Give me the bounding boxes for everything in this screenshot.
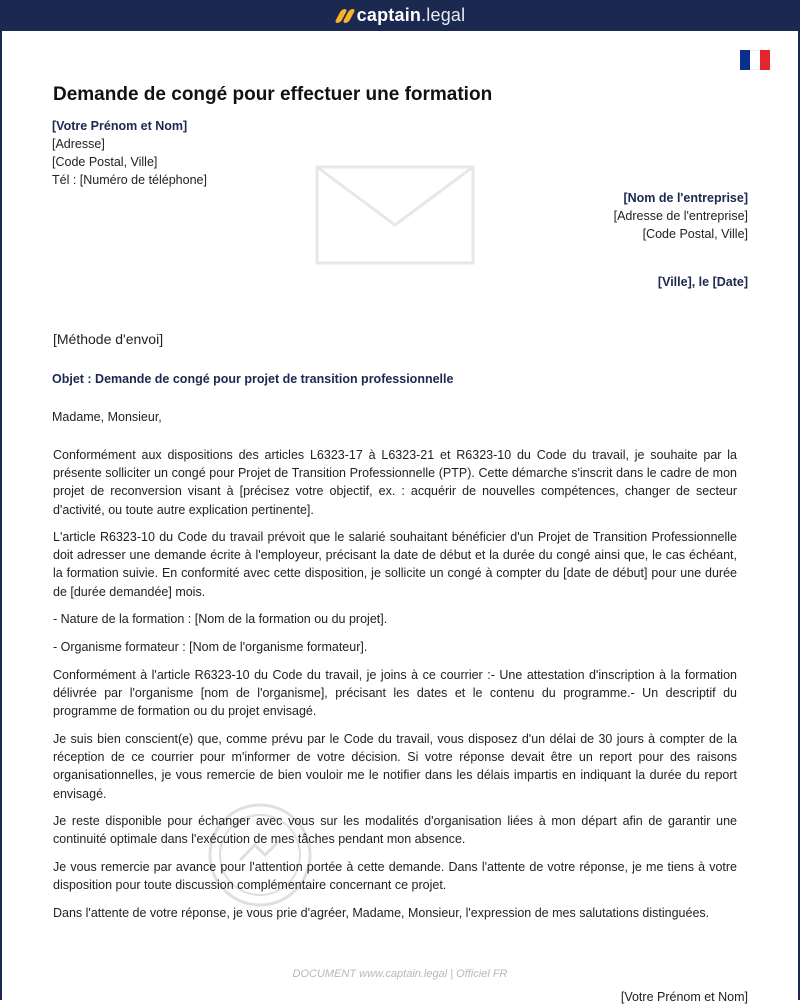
sender-city: [Code Postal, Ville]: [52, 155, 158, 169]
logo-brand: captain: [356, 5, 422, 25]
document-title: Demande de congé pour effectuer une formation: [53, 84, 493, 105]
logo-text: [357, 5, 466, 26]
document-footer: DOCUMENT www.captain.legal | Officiel FR: [292, 968, 508, 980]
recipient-city: [Code Postal, Ville]: [642, 227, 748, 241]
french-flag-icon[interactable]: [740, 50, 770, 70]
page-frame-left: [0, 31, 2, 1000]
paragraph-closing: Dans l'attente de votre réponse, je vous prie d'agréer, Madame, Monsieur, l'expression de mes salutations distinguées.: [53, 906, 710, 920]
flag-stripe-red: [760, 50, 770, 70]
seal-watermark-icon: [205, 800, 315, 910]
captain-legal-logo[interactable]: [0, 0, 800, 31]
logo-domain: .legal: [421, 5, 466, 25]
signature-name: [Votre Prénom et Nom]: [620, 990, 748, 1004]
flag-stripe-white: [750, 50, 760, 70]
paragraph-training-nature: - Nature de la formation : [Nom de la formation ou du projet].: [53, 612, 388, 626]
paragraph-attachments: Conformément à l'article R6323-10 du Code du travail, je joins à ce courrier :- Une attestation d'inscription à la formation délivrée par l'organisme [nom de l'organisme], précisant les dates et le contenu du programme.- Un descriptif du programme de formation ou du projet envisagé.: [53, 668, 737, 719]
paragraph-thanks: Je vous remercie par avance pour l'attention portée à cette demande. Dans l'attente de votre réponse, je me tiens à votre disposition pour toute discussion complémentaire concernant ce projet.: [53, 860, 737, 893]
sender-phone: Tél : [Numéro de téléphone]: [52, 173, 207, 187]
paragraph-response-delay: Je suis bien conscient(e) que, comme prévu par le Code du travail, vous disposez d'un délai de 30 jours à compter de la réception de ce courrier pour m'informer de votre décision. Si votre réponse devait être un report pour des raisons organisationnelles, je vous remercie de bien vouloir me le notifier dans les délais impartis en indiquant la durée du report envisagé.: [53, 732, 737, 801]
sending-method: [Méthode d'envoi]: [53, 331, 164, 347]
recipient-address: [Adresse de l'entreprise]: [613, 209, 748, 223]
logo-slash-icon: [335, 9, 353, 23]
sender-name: [Votre Prénom et Nom]: [52, 119, 188, 133]
sender-address: [Adresse]: [52, 137, 105, 151]
flag-stripe-blue: [740, 50, 750, 70]
place-date: [Ville], le [Date]: [657, 275, 748, 289]
paragraph-request: L'article R6323-10 du Code du travail prévoit que le salarié souhaitant bénéficier d'un Projet de Transition Professionnelle doit adresser une demande écrite à l'employeur, précisant la date de début et la durée du congé ainsi que, le cas échéant, la formation suivie. En conformité avec cette disposition, je sollicite un congé à compter du [date de début] pour une durée de [durée demandée] mois.: [53, 530, 737, 599]
subject-line: Objet : Demande de congé pour projet de transition professionnelle: [52, 372, 454, 386]
recipient-company: [Nom de l'entreprise]: [623, 191, 748, 205]
envelope-watermark-icon: [315, 165, 475, 265]
paragraph-availability: Je reste disponible pour échanger avec vous sur les modalités d'organisation liées à mon départ afin de garantir une continuité optimale dans l'exécution de mes tâches pendant mon absence.: [53, 814, 737, 847]
paragraph-training-organism: - Organisme formateur : [Nom de l'organisme formateur].: [53, 640, 368, 654]
salutation: Madame, Monsieur,: [52, 410, 162, 424]
paragraph-legal-basis: Conformément aux dispositions des articles L6323-17 à L6323-21 et R6323-10 du Code du travail, je souhaite par la présente solliciter un congé pour Projet de Transition Professionnelle (PTP). Cette démarche s'inscrit dans le cadre de mon projet de reconversion visant à [précisez votre objectif, ex. : acquérir de nouvelles compétences, changer de secteur d'activité, ou toute autre explication pertinente].: [53, 448, 737, 517]
